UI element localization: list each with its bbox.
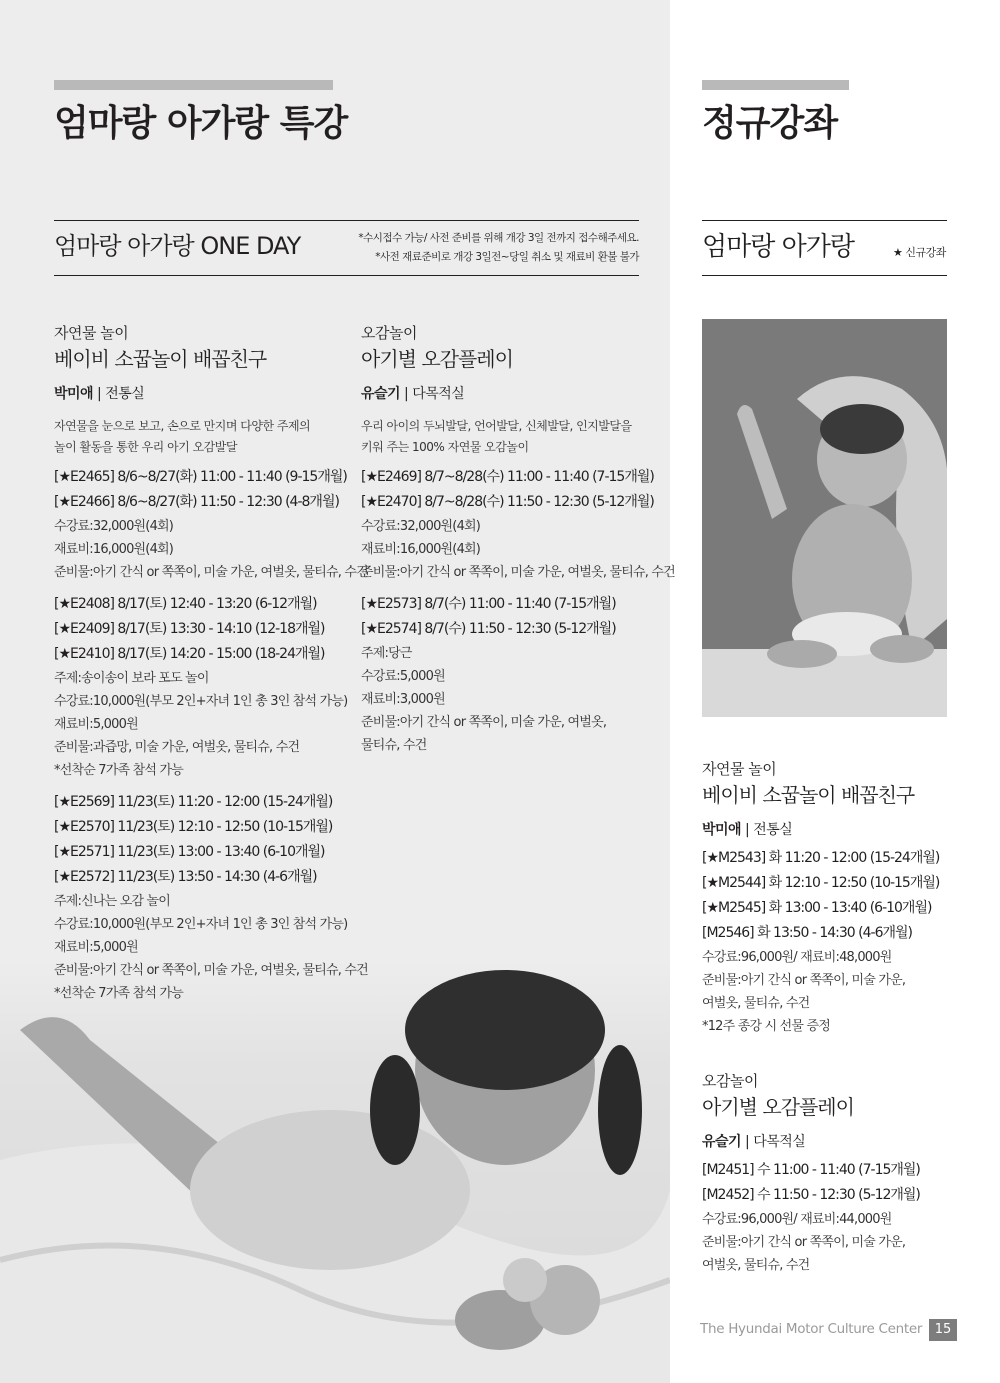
- instructor-line: [54, 384, 354, 404]
- heading-bar: [702, 80, 849, 90]
- info-line: *선착순 7가족 참석 가능: [54, 763, 183, 778]
- subsection-heading: 엄마랑 아가랑: [702, 232, 854, 262]
- schedule-line: [★E2409] 8/17(토) 13:30 - 14:10 (12-18개월): [54, 621, 325, 637]
- notice-line: *수시접수 가능/ 사전 준비를 위해 개강 3일 전까지 접수해주세요.: [358, 232, 639, 244]
- info-line: 주제:송이송이 보라 포도 놀이: [54, 671, 209, 686]
- footer-brand: The Hyundai Motor Culture Center: [700, 1321, 923, 1337]
- schedule-line: [★E2574] 8/7(수) 11:50 - 12:30 (5-12개월): [361, 621, 616, 637]
- info-line: *12주 종강 시 선물 증정: [702, 1019, 831, 1034]
- instructor-name: 박미애: [702, 822, 742, 838]
- info-line: 재료비:3,000원: [361, 692, 445, 707]
- info-line: 수강료:96,000원/ 재료비:48,000원: [702, 950, 892, 965]
- info-line: 주제:신나는 오감 놀이: [54, 894, 171, 909]
- page-number: 15: [929, 1319, 957, 1341]
- divider-bottom: [702, 275, 947, 276]
- course-category: 오감놀이: [361, 324, 417, 342]
- schedule-line: [★E2410] 8/17(토) 14:20 - 15:00 (18-24개월): [54, 646, 325, 662]
- info-line: 주제:당근: [361, 646, 412, 661]
- info-line: 여벌옷, 물티슈, 수건: [702, 1258, 810, 1273]
- info-line: 준비물:아기 간식 or 쪽쪽이, 미술 가운,: [702, 973, 906, 988]
- info-line: 재료비:16,000원(4회): [361, 542, 481, 557]
- room-name: | 전통실: [93, 386, 145, 402]
- info-line: 준비물:아기 간식 or 쪽쪽이, 미술 가운, 여벌옷, 물티슈, 수건: [361, 565, 675, 580]
- instructor-line: [361, 384, 661, 404]
- instructor-name: 유슬기: [702, 1134, 742, 1150]
- schedule-line: [★E2470] 8/7~8/28(수) 11:50 - 12:30 (5-12개월): [361, 494, 654, 510]
- schedule-line: [★E2465] 8/6~8/27(화) 11:00 - 11:40 (9-15개월): [54, 469, 347, 485]
- schedule-line: [★E2572] 11/23(토) 13:50 - 14:30 (4-6개월): [54, 869, 317, 885]
- room-name: | 전통실: [741, 822, 793, 838]
- schedule-line: [★E2571] 11/23(토) 13:00 - 13:40 (6-10개월): [54, 844, 325, 860]
- schedule-line: [★E2408] 8/17(토) 12:40 - 13:20 (6-12개월): [54, 596, 317, 612]
- baby-girl-photo: [0, 960, 670, 1383]
- course-title: 아기별 오감플레이: [361, 347, 513, 371]
- regular-course-1: [702, 758, 1000, 1038]
- instructor-name: 유슬기: [361, 386, 401, 402]
- info-line: 준비물:아기 간식 or 쪽쪽이, 미술 가운, 여벌옷, 물티슈, 수건: [54, 565, 368, 580]
- notice-line: *사전 재료준비로 개강 3일전~당일 취소 및 재료비 환불 불가: [375, 251, 639, 263]
- course-title: 베이비 소꿉놀이 배꼽친구: [702, 783, 915, 807]
- course-description: 키워 주는 100% 자연물 오감놀이: [361, 440, 529, 454]
- schedule-line: [★E2466] 8/6~8/27(화) 11:50 - 12:30 (4-8개월): [54, 494, 339, 510]
- info-line: 수강료:10,000원(부모 2인+자녀 1인 총 3인 참석 가능): [54, 917, 348, 932]
- course-category: 자연물 놀이: [54, 324, 129, 342]
- info-line: 물티슈, 수건: [361, 738, 427, 753]
- schedule-line: [★M2545] 화 13:00 - 13:40 (6-10개월): [702, 900, 932, 916]
- info-line: 준비물:아기 간식 or 쪽쪽이, 미술 가운, 여벌옷, 물티슈, 수건: [54, 963, 368, 978]
- subsection-heading: 엄마랑 아가랑 ONE DAY: [54, 232, 301, 260]
- course-category: 오감놀이: [702, 1072, 758, 1090]
- info-line: 여벌옷, 물티슈, 수건: [702, 996, 810, 1011]
- divider-bottom: [54, 275, 639, 276]
- instructor-name: 박미애: [54, 386, 94, 402]
- schedule-line: [★E2573] 8/7(수) 11:00 - 11:40 (7-15개월): [361, 596, 616, 612]
- instructor-line: [702, 1132, 1000, 1152]
- divider-top: [54, 220, 639, 221]
- info-line: 준비물:아기 간식 or 쪽쪽이, 미술 가운,: [702, 1235, 906, 1250]
- divider-top: [702, 220, 947, 221]
- schedule-line: [★M2544] 화 12:10 - 12:50 (10-15개월): [702, 875, 940, 891]
- baby-boy-photo: [702, 319, 947, 717]
- info-line: 수강료:32,000원(4회): [54, 519, 174, 534]
- info-line: *선착순 7가족 참석 가능: [54, 986, 183, 1001]
- schedule-line: [★E2469] 8/7~8/28(수) 11:00 - 11:40 (7-15개월): [361, 469, 654, 485]
- room-name: | 다목적실: [400, 386, 465, 402]
- course-column-2: [361, 322, 675, 757]
- heading-bar: [54, 80, 333, 90]
- info-line: 재료비:16,000원(4회): [54, 542, 174, 557]
- info-line: 재료비:5,000원: [54, 940, 138, 955]
- notice-text: [310, 229, 639, 267]
- regular-course-2: [702, 1070, 1000, 1277]
- course-description: 자연물을 눈으로 보고, 손으로 만지며 다양한 주제의: [54, 419, 311, 433]
- info-line: 재료비:5,000원: [54, 717, 138, 732]
- course-description: 놀이 활동을 통한 우리 아기 오감발달: [54, 440, 237, 454]
- info-line: 수강료:96,000원/ 재료비:44,000원: [702, 1212, 892, 1227]
- schedule-line: [M2451] 수 11:00 - 11:40 (7-15개월): [702, 1162, 920, 1178]
- course-title: 베이비 소꿉놀이 배꼽친구: [54, 347, 267, 371]
- section-heading: 정규강좌: [702, 103, 838, 144]
- info-line: 수강료:32,000원(4회): [361, 519, 481, 534]
- schedule-line: [★E2569] 11/23(토) 11:20 - 12:00 (15-24개월): [54, 794, 333, 810]
- schedule-line: [M2546] 화 13:50 - 14:30 (4-6개월): [702, 925, 912, 941]
- course-description: 우리 아이의 두뇌발달, 언어발달, 신체발달, 인지발달을: [361, 419, 632, 433]
- section-heading: 엄마랑 아가랑 특강: [54, 103, 348, 144]
- room-name: | 다목적실: [741, 1134, 806, 1150]
- new-course-label: ★ 신규강좌: [893, 246, 946, 259]
- info-line: 준비물:아기 간식 or 쪽쪽이, 미술 가운, 여벌옷,: [361, 715, 607, 730]
- info-line: 준비물:과즙망, 미술 가운, 여벌옷, 물티슈, 수건: [54, 740, 300, 755]
- schedule-line: [★M2543] 화 11:20 - 12:00 (15-24개월): [702, 850, 940, 866]
- instructor-line: [702, 820, 1000, 840]
- info-line: 수강료:10,000원(부모 2인+자녀 1인 총 3인 참석 가능): [54, 694, 348, 709]
- info-line: 수강료:5,000원: [361, 669, 445, 684]
- schedule-line: [★E2570] 11/23(토) 12:10 - 12:50 (10-15개월): [54, 819, 333, 835]
- course-column-1: [54, 322, 368, 1005]
- course-title: 아기별 오감플레이: [702, 1095, 854, 1119]
- course-category: 자연물 놀이: [702, 760, 777, 778]
- schedule-line: [M2452] 수 11:50 - 12:30 (5-12개월): [702, 1187, 920, 1203]
